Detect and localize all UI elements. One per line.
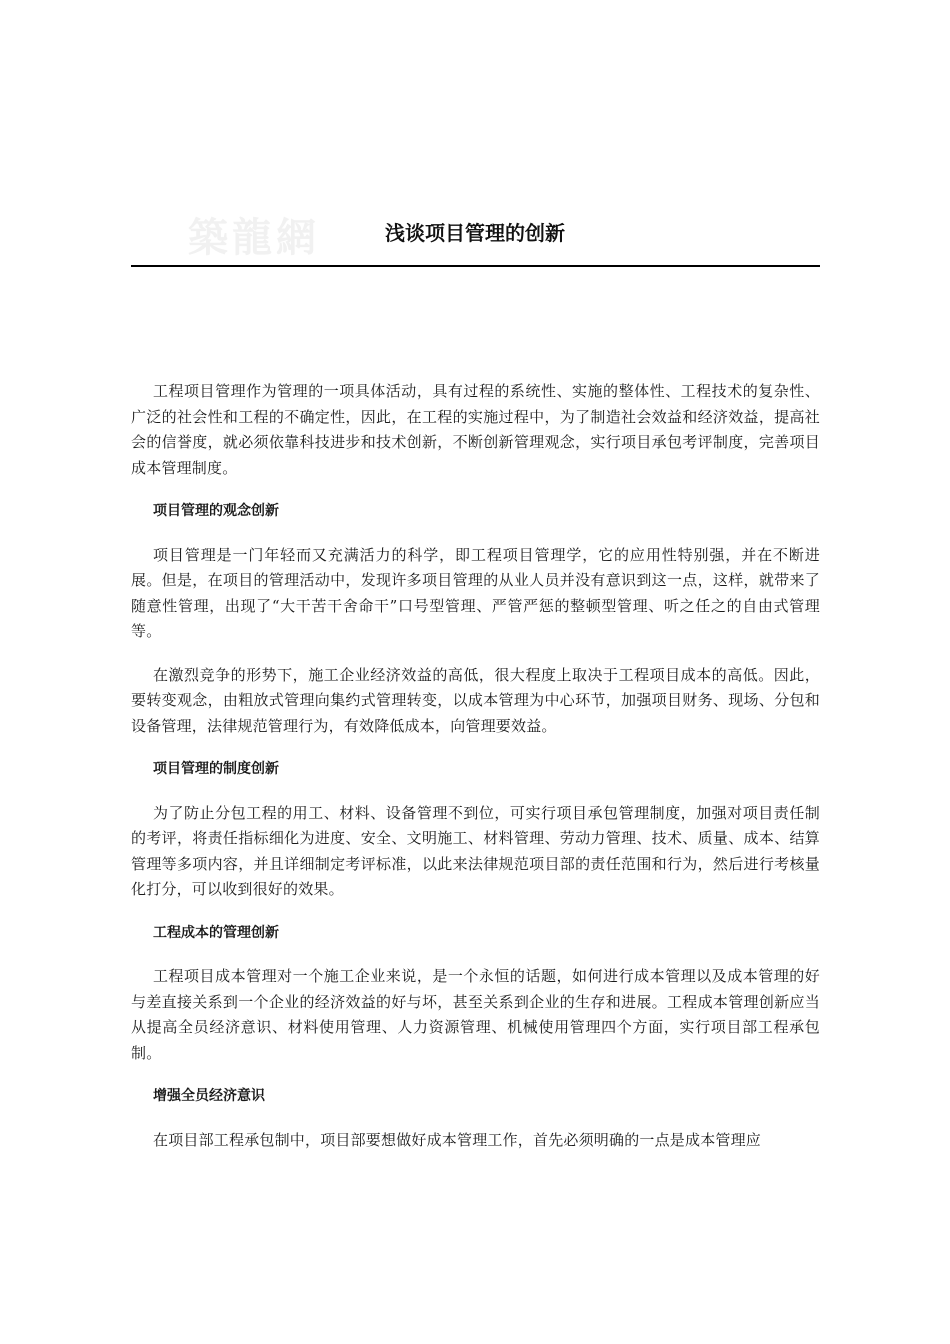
paragraph: 工程项目成本管理对一个施工企业来说，是一个永恒的话题，如何进行成本管理以及成本管理的好与差直接关系到一个企业的经济效益的好与坏，甚至关系到企业的生存和进展。工程成本管理创新应当从提高全员经济意识、材料使用管理、人力资源管理、机械使用管理四个方面，实行项目部工程承包制。 [131,967,820,1062]
paragraph: 为了防止分包工程的用工、材料、设备管理不到位，可实行项目承包管理制度，加强对项目责任制的考评，将责任指标细化为进度、安全、文明施工、材料管理、劳动力管理、技术、质量、成本、结算管理等多项内容，并且详细制定考评标准，以此来法律规范项目部的责任范围和行为，然后进行考核量化打分，可以收到很好的效果。 [131,803,820,898]
document-body [131,379,820,1171]
document-title: 浅谈项目管理的创新 [385,221,565,245]
paragraph: 在激烈竞争的形势下，施工企业经济效益的高低，很大程度上取决于工程项目成本的高低。因此，要转变观念，由粗放式管理向集约式管理转变，以成本管理为中心环节，加强项目财务、现场、分包和设备管理，法律规范管理行为，有效降低成本，向管理要效益。 [131,665,820,735]
paragraph: 项目管理是一门年轻而又充满活力的科学，即工程项目管理学，它的应用性特别强，并在不断进展。但是，在项目的管理活动中，发现许多项目管理的从业人员并没有意识到这一点，这样，就带来了随意性管理，出现了“大干苦干舍命干”口号型管理、严管严惩的整顿型管理、听之任之的自由式管理等。 [131,545,820,640]
section-heading-cost: 工程成本的管理创新 [153,924,279,941]
intro-paragraph: 工程项目管理作为管理的一项具体活动，具有过程的系统性、实施的整体性、工程技术的复杂性、广泛的社会性和工程的不确定性，因此，在工程的实施过程中，为了制造社会效益和经济效益，提高社会的信誉度，就必须依靠科技进步和技术创新，不断创新管理观念，实行项目承包考评制度，完善项目成本管理制度。 [131,382,820,477]
section-heading-system: 项目管理的制度创新 [153,761,279,777]
watermark-logo: 築龍網 [188,214,320,261]
section-heading-awareness: 增强全员经济意识 [153,1088,265,1104]
title-divider [131,265,820,267]
section-heading-concept: 项目管理的观念创新 [153,503,279,519]
paragraph: 在项目部工程承包制中，项目部要想做好成本管理工作，首先必须明确的一点是成本管理应 [153,1130,762,1149]
